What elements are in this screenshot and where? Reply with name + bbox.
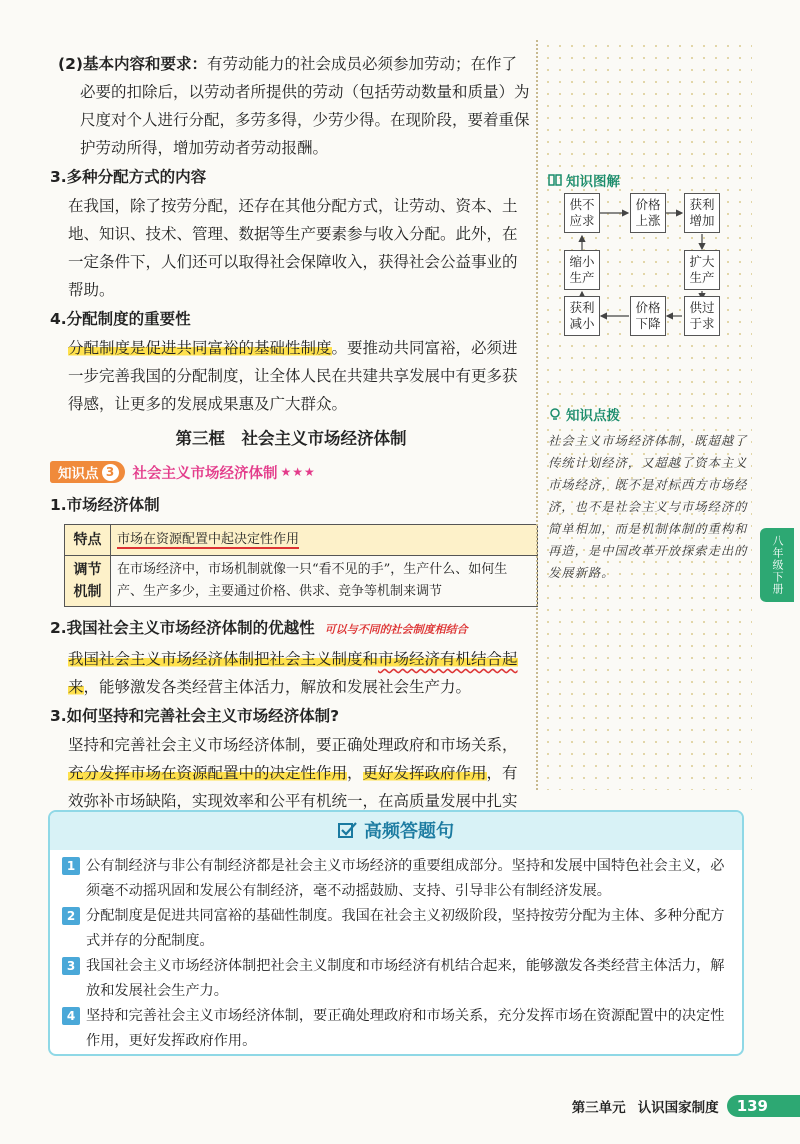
paragraph-multiple-methods: 在我国，除了按劳分配，还存在其他分配方式，让劳动、资本、土地、知识、技术、管理、数据等生产要素参与收入分配。此外，在一定条件下，人们还可以取得社会保障收入，获得社会公益事业的帮助。 bbox=[68, 197, 518, 299]
highlight-text: 我国社会主义市场经济体制把社会主义制度和 bbox=[68, 650, 379, 668]
star-icon: ★★★ bbox=[280, 465, 316, 479]
list-item bbox=[62, 904, 730, 954]
table-row bbox=[65, 556, 538, 607]
subheading-text: 2.我国社会主义市场经济体制的优越性 bbox=[50, 619, 315, 637]
paragraph-label: (2)基本内容和要求： bbox=[58, 55, 207, 73]
flow-box-shortage: 供不应求 bbox=[564, 193, 600, 233]
item-text: 坚持和完善社会主义市场经济体制，要正确处理政府和市场关系，充分发挥市场在资源配置中的决定性作用，更好发挥政府作用。 bbox=[86, 1008, 725, 1049]
paragraph-text: ， bbox=[347, 764, 363, 782]
paragraph-importance bbox=[50, 334, 532, 418]
kp-label: 知识点 bbox=[58, 466, 99, 482]
main-column bbox=[50, 50, 532, 843]
table-key: 特点 bbox=[65, 525, 111, 556]
page-number: 139 bbox=[727, 1095, 800, 1117]
table-key: 调节机制 bbox=[65, 556, 111, 607]
table-value bbox=[111, 525, 538, 556]
lightbulb-icon bbox=[548, 407, 562, 421]
paragraph-text: ，有效弥补市场缺陷，实现效率和公平有机统一，在高质量发展中扎实 bbox=[68, 764, 518, 810]
flow-box-profit-up: 获利增加 bbox=[684, 193, 720, 233]
paragraph-text: ，能够激发各类经营主体活力，解放和发展社会生产力。 bbox=[83, 678, 472, 696]
flow-box-surplus: 供过于求 bbox=[684, 296, 720, 336]
grade-tab: 八年级下册 bbox=[760, 528, 794, 602]
section-title: 第三框 社会主义市场经济体制 bbox=[175, 429, 407, 448]
flow-box-profit-down: 获利减小 bbox=[564, 296, 600, 336]
tip-heading bbox=[548, 404, 620, 424]
high-frequency-answers bbox=[48, 810, 744, 1056]
flow-box-expand: 扩大生产 bbox=[684, 250, 720, 290]
hf-title: 高频答题句 bbox=[364, 821, 454, 842]
kp-title: 社会主义市场经济体制 bbox=[132, 465, 278, 482]
footer-chapter: 认识国家制度 bbox=[637, 1100, 719, 1116]
table-value: 在市场经济中，市场机制就像一只“看不见的手”，生产什么、如何生产、生产多少，主要通过价格、供求、竞争等机制来调节 bbox=[111, 556, 538, 607]
paragraph-distribution-content bbox=[50, 50, 532, 162]
item-text: 分配制度是促进共同富裕的基础性制度。我国在社会主义初级阶段，坚持按劳分配为主体、多种分配方式并存的分配制度。 bbox=[86, 908, 725, 949]
item-number: 2 bbox=[62, 907, 80, 925]
diagram-heading bbox=[548, 170, 620, 190]
paragraph-text: 有劳动能力的社会成员必须参加劳动；在作了必要的扣除后，以劳动者所提供的劳动（包括劳动数量和质量）为尺度对个人进行分配，多劳多得，少劳少得。在现阶段，要着重保护劳动所得，增加劳动者劳动报酬。 bbox=[80, 55, 530, 157]
subheading-3: 3.如何坚持和完善社会主义市场经济体制? bbox=[50, 707, 340, 725]
footer-unit: 第三单元 bbox=[571, 1100, 626, 1116]
tip-text: 社会主义市场经济体制，既超越了传统计划经济，又超越了资本主义市场经济，既不是对标西方市场经济，也不是社会主义与市场经济的简单相加，而是机制体制的重构和再造，是中国改革开放探索走出的发展新路。 bbox=[548, 434, 748, 580]
list-item bbox=[62, 954, 730, 1004]
kp-number: 3 bbox=[102, 464, 119, 481]
highlight-text: 更好发挥政府作用 bbox=[362, 764, 487, 782]
price-flow-diagram bbox=[562, 193, 732, 333]
table-row bbox=[65, 525, 538, 556]
item-number: 4 bbox=[62, 1007, 80, 1025]
subheading-2 bbox=[50, 613, 532, 645]
flow-box-price-down: 价格下降 bbox=[630, 296, 666, 336]
heading-4: 4.分配制度的重要性 bbox=[50, 310, 191, 328]
highlight-text: 来 bbox=[68, 678, 84, 696]
heading-3: 3.多种分配方式的内容 bbox=[50, 168, 207, 186]
market-economy-table bbox=[64, 524, 538, 607]
flow-box-shrink: 缩小生产 bbox=[564, 250, 600, 290]
item-number: 3 bbox=[62, 957, 80, 975]
list-item bbox=[62, 1004, 730, 1054]
subheading-1: 1.市场经济体制 bbox=[50, 496, 160, 514]
flow-box-price-up: 价格上涨 bbox=[630, 193, 666, 233]
item-text: 我国社会主义市场经济体制把社会主义制度和市场经济有机结合起来，能够激发各类经营主体活力，解放和发展社会生产力。 bbox=[86, 958, 725, 999]
tip-title: 知识点拨 bbox=[566, 408, 620, 424]
knowledge-point-tag bbox=[50, 461, 125, 483]
paragraph-superiority bbox=[50, 645, 532, 701]
highlight-text: 分配制度是促进共同富裕的基础性制度 bbox=[68, 339, 332, 357]
item-text: 公有制经济与非公有制经济都是社会主义市场经济的重要组成部分。坚持和发展中国特色社会主义，必须毫不动摇巩固和发展公有制经济，毫不动摇鼓励、支持、引导非公有制经济发展。 bbox=[86, 858, 725, 899]
diagram-icon bbox=[548, 173, 562, 187]
hf-header bbox=[50, 817, 742, 843]
page-footer bbox=[572, 1094, 800, 1118]
highlight-text: 充分发挥市场在资源配置中的决定性作用 bbox=[68, 764, 348, 782]
highlight-wavy-text: 市场经济有机结合起 bbox=[378, 650, 518, 668]
diagram-title: 知识图解 bbox=[566, 174, 620, 190]
knowledge-point-header bbox=[50, 460, 532, 484]
checkbox-icon bbox=[338, 821, 358, 839]
item-number: 1 bbox=[62, 857, 80, 875]
column-divider bbox=[536, 40, 538, 790]
list-item bbox=[62, 854, 730, 904]
paragraph-text: 坚持和完善社会主义市场经济体制，要正确处理政府和市场关系， bbox=[68, 736, 518, 754]
paragraph-text: 。要推动共同富裕，必须进一步完善我国的分配制度，让全体人民在共建共享发展中有更多获得感，让更多的发展成果惠及广大群众。 bbox=[68, 339, 518, 413]
hf-list bbox=[62, 854, 730, 1054]
handwritten-annotation: 可以与不同的社会制度相结合 bbox=[324, 623, 468, 636]
side-column bbox=[542, 40, 752, 790]
table-value-text: 市场在资源配置中起决定性作用 bbox=[117, 532, 300, 547]
